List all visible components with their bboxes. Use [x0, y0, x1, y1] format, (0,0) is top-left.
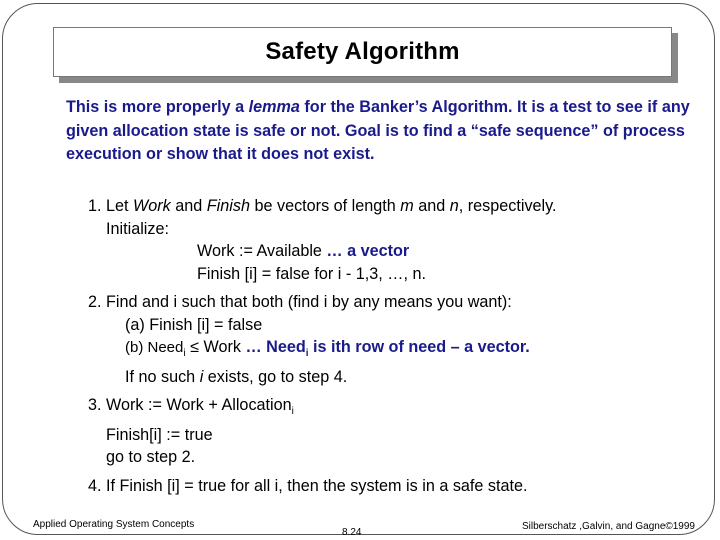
- step-1-work: Work: [133, 197, 171, 215]
- step-2: [88, 291, 708, 388]
- condition-b-note-post: is ith row of need – a vector.: [308, 338, 530, 356]
- intro-paragraph: [66, 96, 706, 167]
- step-1-text-d: and: [413, 197, 450, 215]
- step-1-initialize: Initialize:: [106, 219, 169, 238]
- no-such-i: i: [199, 367, 204, 386]
- intro-part1: This is more properly a: [66, 98, 249, 116]
- work-init-text: Work := Available: [197, 242, 327, 260]
- step-2-line-1: Find and i such that both (find i by any means you want):: [106, 293, 512, 311]
- step-2-condition-b: [106, 336, 708, 366]
- work-init-note: … a vector: [326, 242, 410, 260]
- step-3-line-2: Finish[i] := true: [106, 425, 213, 444]
- step-3-line-3: go to step 2.: [106, 448, 196, 467]
- step-1: [88, 195, 708, 285]
- condition-b-sub: i: [183, 348, 186, 360]
- no-such-post: exists, go to step 4.: [203, 367, 348, 386]
- step-3-line-1-sub: i: [291, 406, 294, 418]
- footer-page-number: 8.24: [342, 527, 362, 538]
- step-1-finish-init: Finish [i] = false for i - 1,3, …, n.: [197, 264, 426, 283]
- step-1-text-c: be vectors of length: [249, 197, 401, 215]
- intro-italic: lemma: [248, 98, 300, 116]
- algorithm-steps: [88, 195, 708, 503]
- step-1-work-init: [106, 240, 708, 263]
- no-such-pre: If no such: [125, 367, 200, 386]
- step-1-line-1: [106, 195, 708, 218]
- step-1-n: n: [449, 197, 459, 215]
- condition-b-note-sub: i: [305, 348, 309, 360]
- step-1-finish: Finish: [206, 197, 250, 215]
- title-box: [53, 27, 672, 77]
- step-1-text-a: Let: [106, 197, 134, 215]
- step-4-text: If Finish [i] = true for all i, then the system is in a safe state.: [106, 476, 528, 495]
- step-2-no-such: [106, 366, 708, 389]
- step-4-number: 4.: [88, 476, 102, 495]
- footer-copyright: Silberschatz ,Galvin, and Gagne©1999: [521, 521, 695, 532]
- slide-title: Safety Algorithm: [265, 38, 460, 65]
- step-3-line-1-text: Work := Work + Allocation: [106, 396, 292, 415]
- condition-b-note-pre: … Need: [245, 338, 306, 356]
- intro-part2: for the Banker’s Algorithm. It is a test to see if any given allocation state is safe or not. Goal is to find a “safe sequence” of process execution or show that it does not exist.: [66, 98, 690, 163]
- footer-course: Applied Operating System Concepts: [33, 519, 195, 530]
- step-1-text-b: and: [170, 197, 207, 215]
- step-1-text-e: , respectively.: [458, 197, 557, 215]
- step-2-number: 2.: [88, 293, 102, 311]
- condition-b-pre: (b) Need: [125, 339, 184, 356]
- step-3: [88, 394, 708, 469]
- step-1-number: 1.: [88, 197, 102, 215]
- step-3-line-1: [106, 394, 708, 424]
- step-2-condition-a: (a) Finish [i] = false: [125, 315, 263, 334]
- condition-b-mid: ≤ Work: [185, 338, 246, 356]
- step-3-number: 3.: [88, 396, 102, 415]
- step-1-m: m: [400, 197, 414, 215]
- step-4: [88, 475, 708, 498]
